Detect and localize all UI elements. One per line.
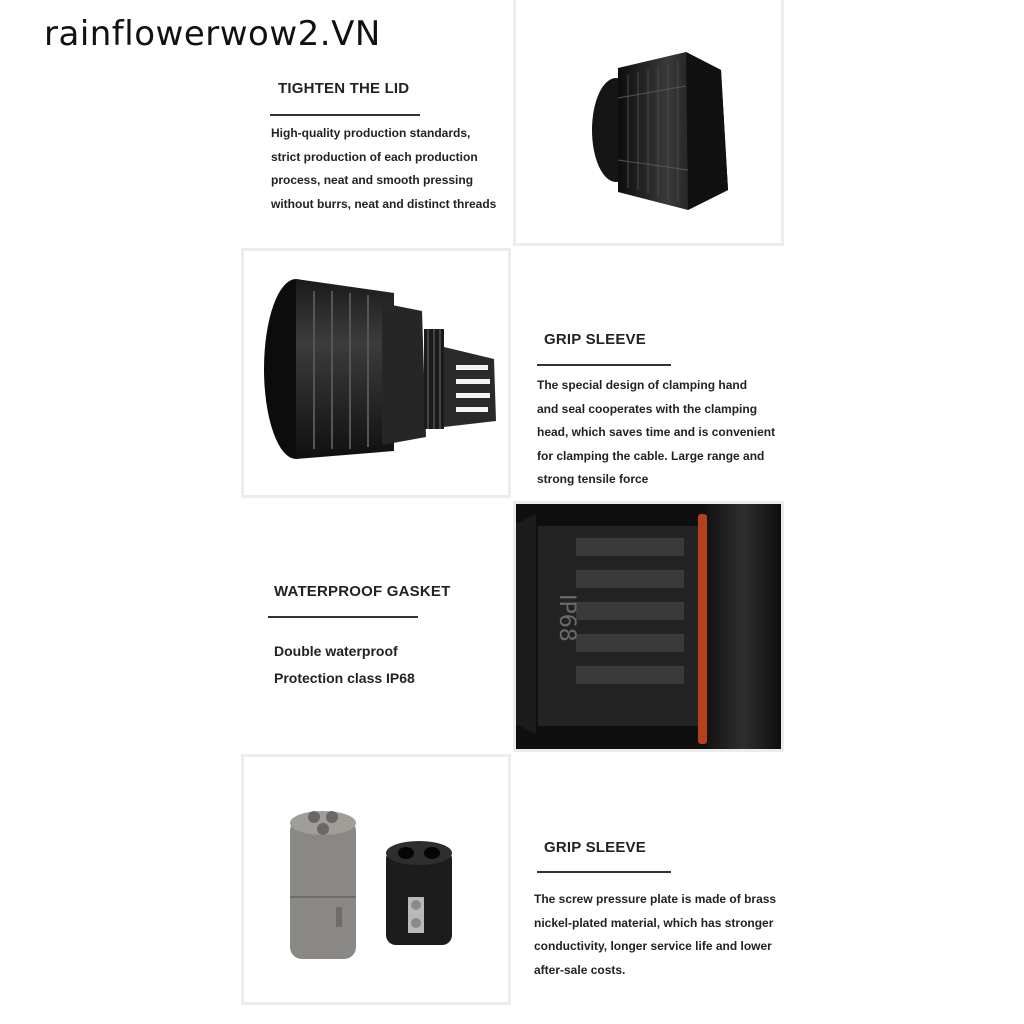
terminal-insert-image (244, 757, 508, 1002)
section-heading: WATERPROOF GASKET (274, 583, 451, 600)
heading-underline (537, 871, 671, 873)
description-line: strict production of each production (271, 149, 478, 164)
description-line: and seal cooperates with the clamping (537, 401, 758, 416)
description-line: The special design of clamping hand (537, 378, 748, 392)
section-heading: GRIP SLEEVE (544, 331, 646, 348)
description-line: process, neat and smooth pressing (271, 173, 474, 187)
description-line: Double waterproof (274, 643, 398, 659)
section-description (537, 374, 775, 492)
grip-sleeve-image (244, 251, 508, 495)
description-line: Protection class IP68 (274, 670, 415, 686)
description-line: strong tensile force (537, 472, 649, 486)
section-description (271, 122, 496, 216)
description-line: nickel-plated material, which has stronger (534, 915, 774, 930)
description-line: without burrs, neat and distinct threads (271, 196, 497, 211)
hex-lid-image (516, 0, 784, 243)
insert-photo-panel (241, 754, 511, 1005)
section-description (274, 638, 415, 692)
description-line: after-sale costs. (534, 962, 626, 977)
section-heading: TIGHTEN THE LID (278, 80, 410, 97)
description-line: High-quality production standards, (271, 126, 471, 140)
description-line: for clamping the cable. Large range and (537, 448, 765, 463)
heading-underline (270, 114, 420, 116)
heading-underline (537, 364, 671, 366)
description-line: conductivity, longer service life and lower (534, 939, 772, 953)
heading-underline (268, 616, 418, 618)
section-heading: GRIP SLEEVE (544, 839, 646, 856)
watermark-text: rainflowerwow2.VN (44, 14, 381, 54)
lid-photo-panel (513, 0, 784, 246)
ip68-marking: IP68 (554, 594, 579, 642)
section-description (534, 888, 776, 982)
gasket-photo-panel (513, 501, 784, 752)
grip-sleeve-photo-panel (241, 248, 511, 498)
description-line: head, which saves time and is convenient (537, 425, 776, 439)
description-line: The screw pressure plate is made of brass (534, 892, 777, 906)
gasket-closeup-image (516, 504, 781, 749)
